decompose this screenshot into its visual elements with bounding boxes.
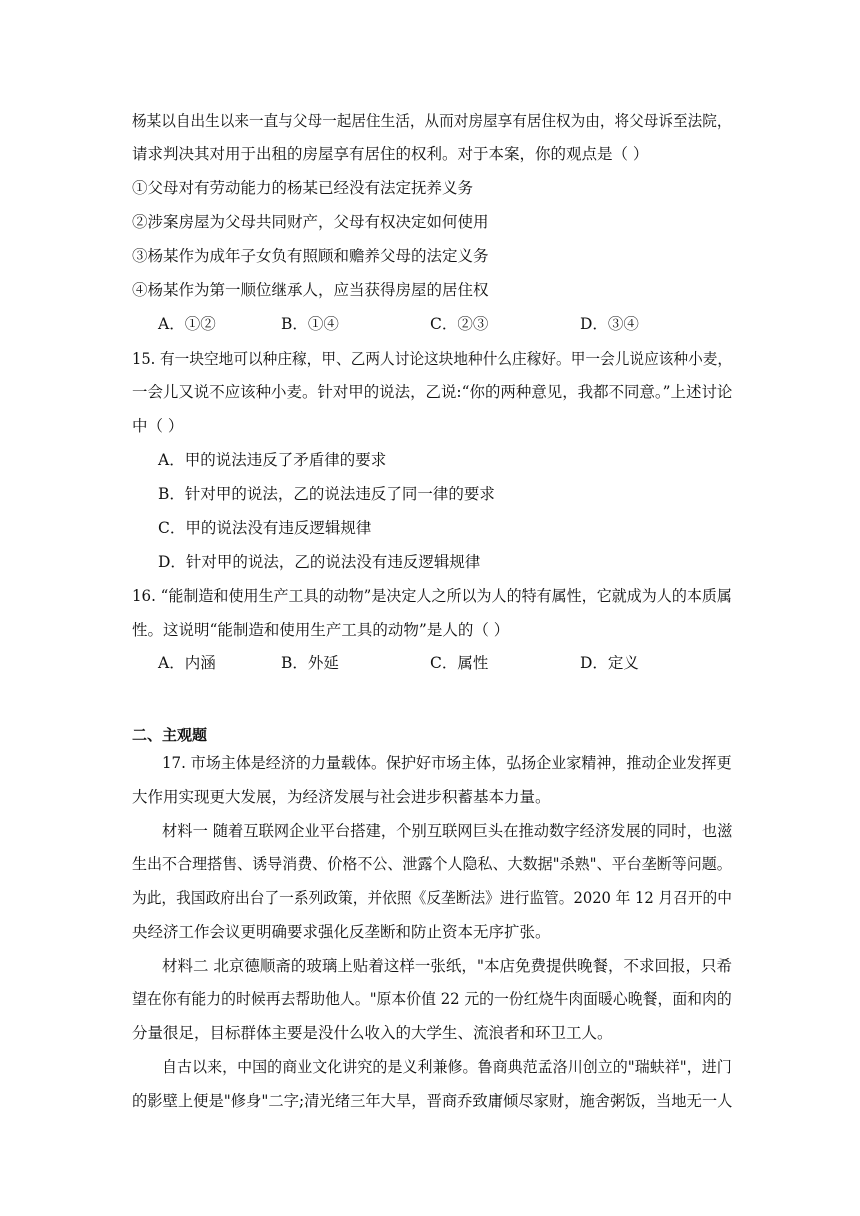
q14-option-c: C．②③ bbox=[430, 315, 489, 333]
material-1-line-4: 央经济工作会议更明确要求强化反垄断和防止资本无序扩张。 bbox=[132, 923, 551, 941]
q16-option-b: B．外延 bbox=[281, 654, 339, 672]
material-1-line-2: 生出不合理搭售、诱导消费、价格不公、泄露个人隐私、大数据"杀熟"、平台垄断等问题。 bbox=[132, 855, 732, 873]
q14-item-1: ①父母对有劳动能力的杨某已经没有法定抚养义务 bbox=[132, 179, 474, 197]
q16-option-c: C．属性 bbox=[430, 654, 489, 672]
material-2-line-1: 材料二 北京德顺斋的玻璃上贴着这样一张纸，"本店免费提供晚餐，不求回报，只希 bbox=[162, 957, 733, 975]
q14-item-3: ③杨某作为成年子女负有照顾和赡养父母的法定义务 bbox=[132, 247, 489, 265]
material-1-line-1: 材料一 随着互联网企业平台搭建，个别互联网巨头在推动数字经济发展的同时，也滋 bbox=[162, 822, 733, 840]
q15-stem-line-1: 15. 有一块空地可以种庄稼，甲、乙两人讨论这块地种什么庄稼好。甲一会儿说应该种小麦， bbox=[132, 350, 733, 368]
q14-item-4: ④杨某作为第一顺位继承人，应当获得房屋的居住权 bbox=[132, 281, 489, 299]
q14-option-a: A．①② bbox=[158, 315, 216, 333]
q14-item-2: ②涉案房屋为父母共同财产，父母有权决定如何使用 bbox=[132, 213, 489, 231]
material-2-line-5: 的影壁上便是"修身"二字;清光绪三年大旱，晋商乔致庸倾尽家财，施舍粥饭，当地无一人 bbox=[132, 1092, 733, 1110]
material-2-line-3: 分量很足，目标群体主要是没什么收入的大学生、流浪者和环卫工人。 bbox=[132, 1024, 613, 1042]
q15-option-b: B．针对甲的说法，乙的说法违反了同一律的要求 bbox=[158, 485, 495, 503]
q15-option-c: C．甲的说法没有违反逻辑规律 bbox=[158, 519, 372, 537]
material-1-line-3: 为此，我国政府出台了一系列政策，并依照《反垄断法》进行监管。2020 年 12 月召开的中 bbox=[132, 889, 732, 907]
q15-stem-line-2: 一会儿又说不应该种小麦。针对甲的说法，乙说:“你的两种意见，我都不同意。”上述讨论 bbox=[132, 383, 733, 401]
q15-option-d: D．针对甲的说法，乙的说法没有违反逻辑规律 bbox=[158, 553, 481, 571]
q14-option-d: D．③④ bbox=[580, 315, 639, 333]
section-heading: 二、主观题 bbox=[132, 726, 208, 744]
q17-line-2: 大作用实现更大发展，为经济发展与社会进步积蓄基本力量。 bbox=[132, 788, 551, 806]
q14-stem-line-1: 杨某以自出生以来一直与父母一起居住生活，从而对房屋享有居住权为由，将父母诉至法院， bbox=[132, 112, 732, 130]
q16-stem-line-1: 16. “能制造和使用生产工具的动物”是决定人之所以为人的特有属性，它就成为人的本质属 bbox=[132, 587, 732, 605]
q16-stem-line-2: 性。这说明“能制造和使用生产工具的动物”是人的（ ） bbox=[132, 621, 510, 639]
q15-stem-line-3: 中（ ） bbox=[132, 417, 184, 435]
material-2-line-2: 望在你有能力的时候再去帮助他人。"原本价值 22 元的一份红烧牛肉面暖心晚餐，面和肉的 bbox=[132, 990, 732, 1008]
q14-option-b: B．①④ bbox=[281, 315, 339, 333]
q17-line-1: 17. 市场主体是经济的力量载体。保护好市场主体，弘扬企业家精神，推动企业发挥更 bbox=[162, 754, 732, 772]
q16-option-a: A．内涵 bbox=[158, 654, 216, 672]
q14-stem-line-2: 请求判决其对用于出租的房屋享有居住的权利。对于本案，你的观点是（ ） bbox=[132, 145, 649, 163]
material-2-line-4: 自古以来，中国的商业文化讲究的是义利兼修。鲁商典范孟洛川创立的"瑞蚨祥"，进门 bbox=[162, 1058, 732, 1076]
q16-option-d: D．定义 bbox=[580, 654, 639, 672]
q15-option-a: A．甲的说法违反了矛盾律的要求 bbox=[158, 451, 387, 469]
